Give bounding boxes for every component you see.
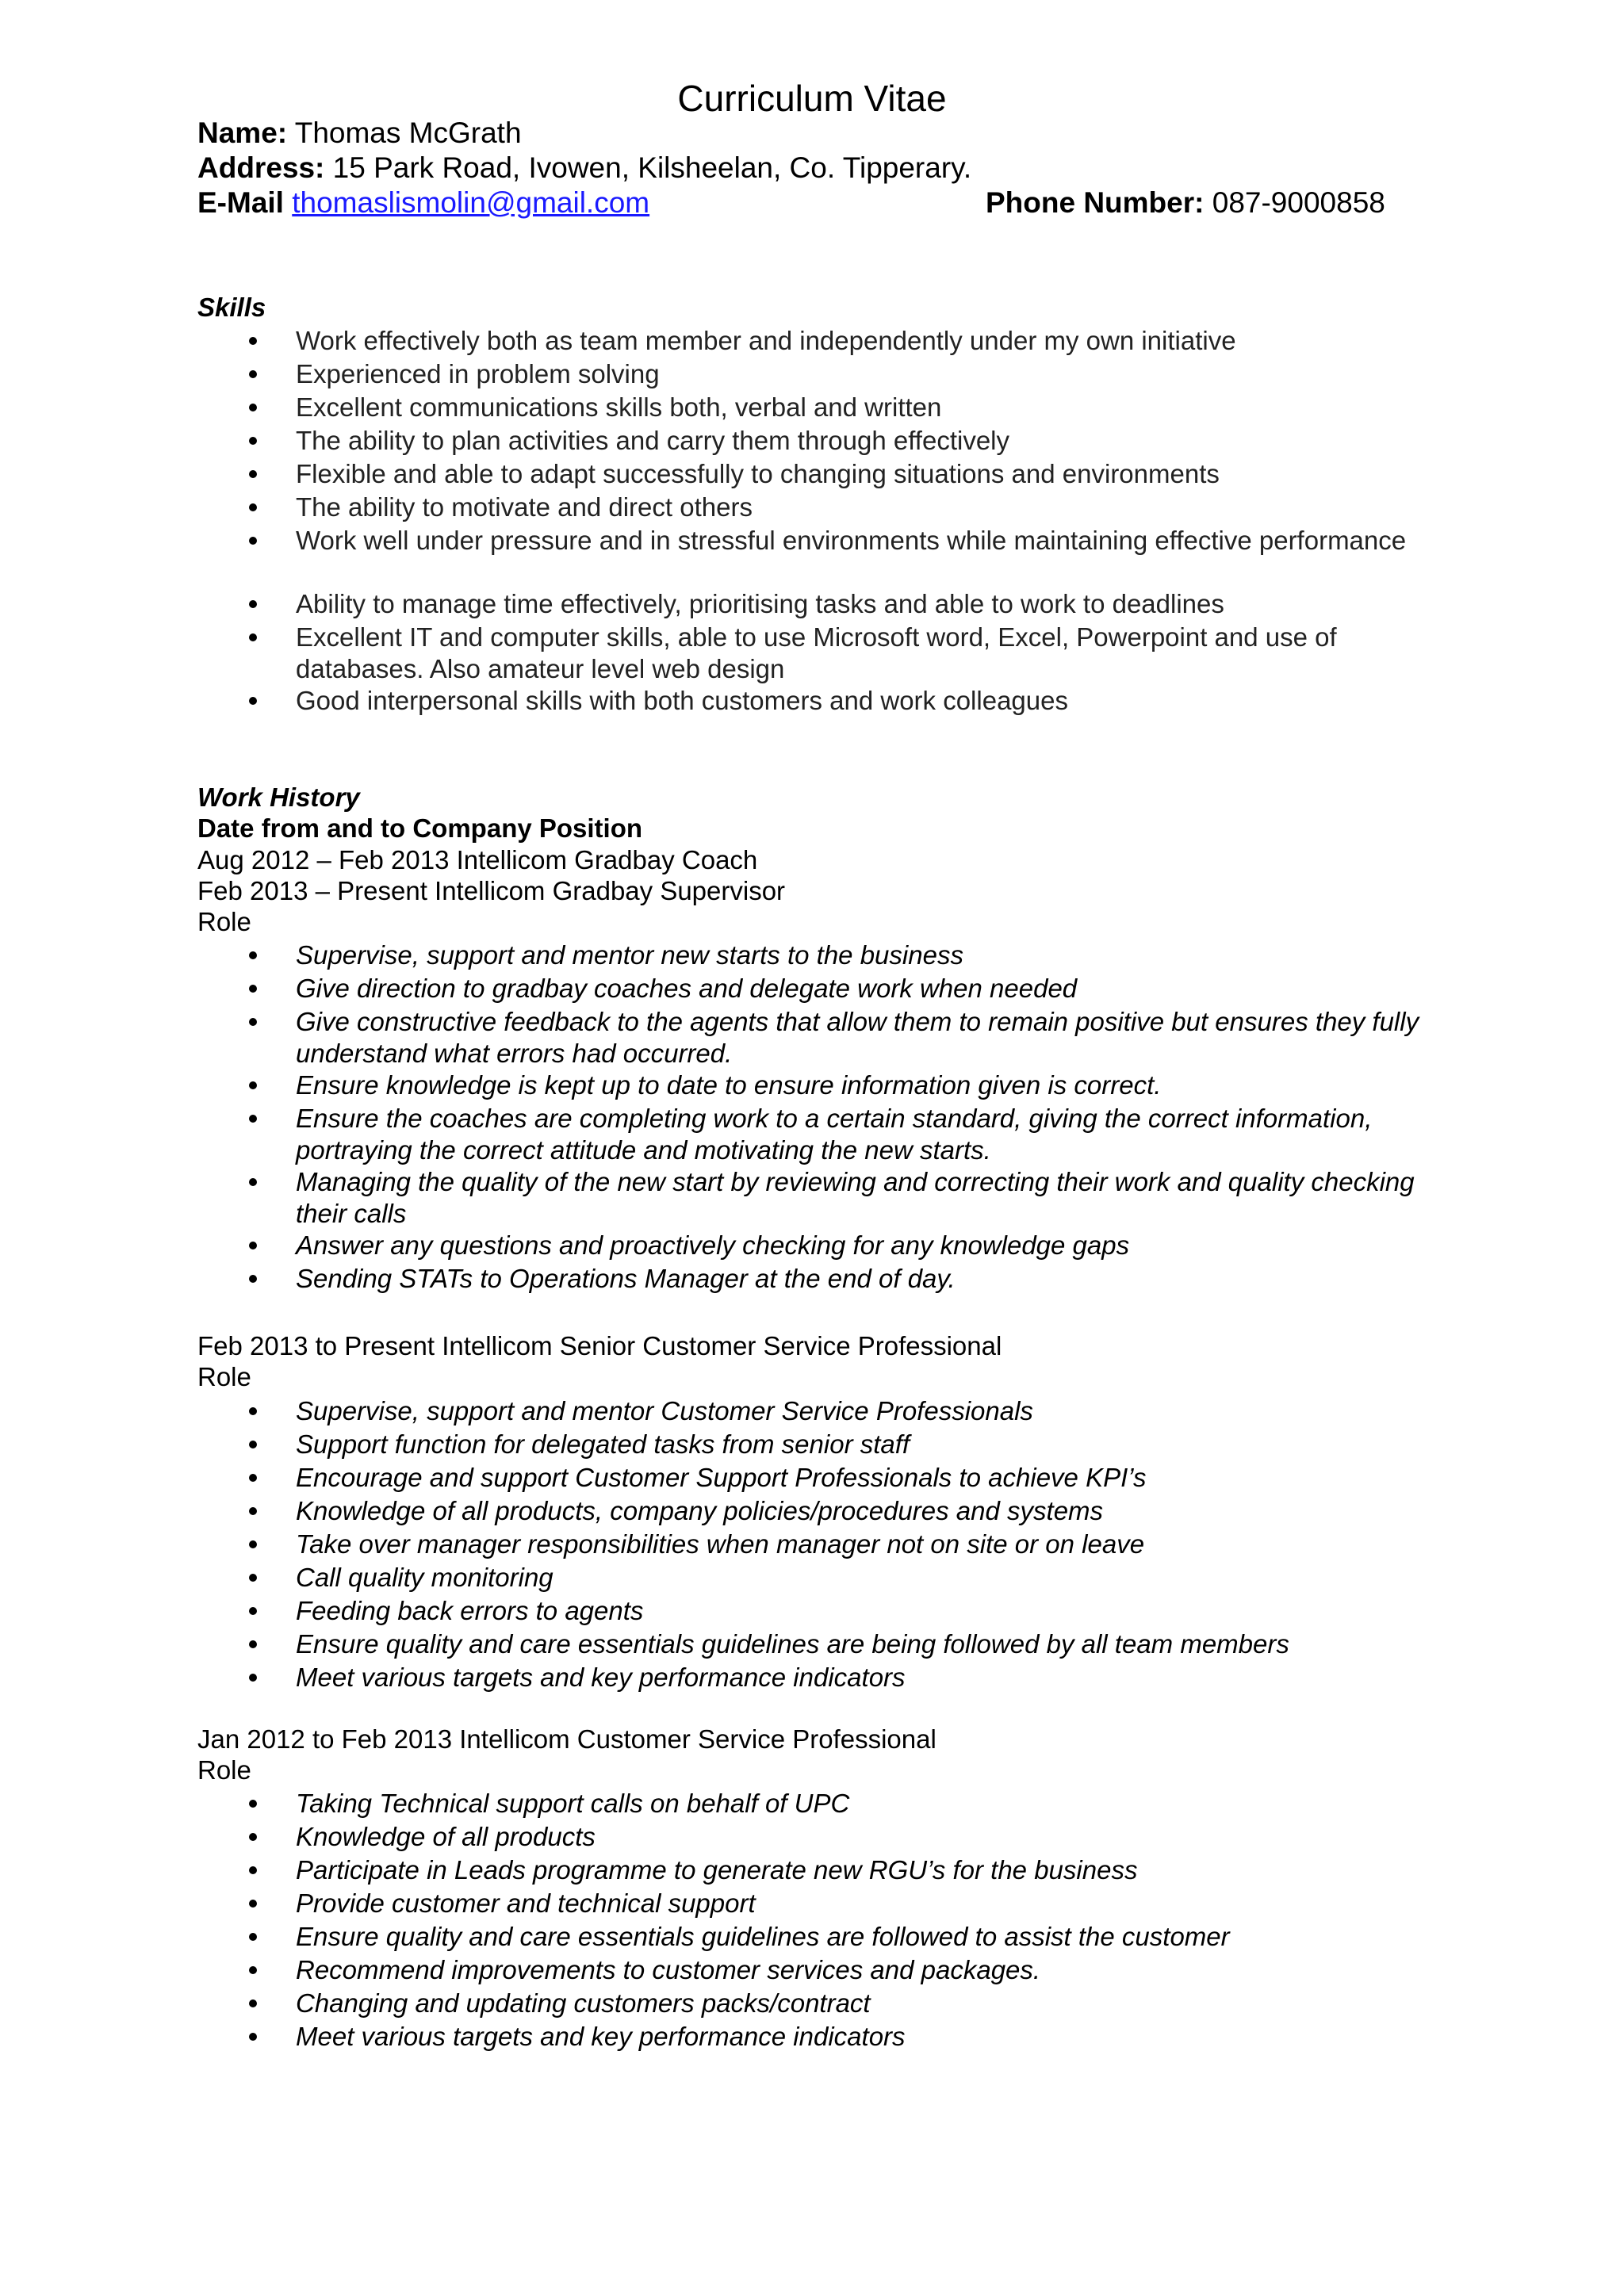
job1-role-label: Role	[197, 907, 251, 936]
name-line	[197, 116, 522, 151]
list-item: Flexible and able to adapt successfully to changing situations and environments	[0, 458, 1624, 492]
list-item: Supervise, support and mentor new starts to the business	[0, 939, 1624, 973]
list-item: Give constructive feedback to the agents that allow them to remain positive but ensures they fully understand what errors had occurred.	[0, 1006, 1624, 1070]
contact-line	[197, 186, 1466, 220]
job3-role-label: Role	[197, 1755, 251, 1785]
list-item: Answer any questions and proactively checking for any knowledge gaps	[0, 1230, 1624, 1263]
work-columns-heading: Date from and to Company Position	[197, 813, 643, 843]
bullet-icon	[249, 1866, 257, 1874]
bullet-icon	[249, 1115, 257, 1123]
bullet-icon	[249, 1540, 257, 1548]
bullet-icon	[249, 1574, 257, 1582]
list-item: Changing and updating customers packs/contract	[0, 1988, 1624, 2021]
job1-role-list	[0, 939, 1624, 1296]
bullet-icon	[249, 985, 257, 993]
list-item: Work effectively both as team member and independently under my own initiative	[0, 325, 1624, 358]
bullet-icon	[249, 1966, 257, 1974]
list-item: Excellent IT and computer skills, able to use Microsoft word, Excel, Powerpoint and use of databases. Also amateur level web design	[0, 622, 1624, 685]
phone-line	[986, 186, 1385, 220]
email-link[interactable]: thomaslismolin@gmail.com	[292, 186, 650, 219]
job2-role-list	[0, 1395, 1624, 1695]
list-item: Knowledge of all products, company policies/procedures and systems	[0, 1495, 1624, 1529]
bullet-icon	[249, 1275, 257, 1283]
list-item: Recommend improvements to customer services and packages.	[0, 1954, 1624, 1988]
bullet-icon	[249, 1441, 257, 1448]
bullet-icon	[249, 537, 257, 545]
list-item: Sending STATs to Operations Manager at the end of day.	[0, 1263, 1624, 1296]
name-value: Thomas McGrath	[294, 117, 522, 149]
bullet-icon	[249, 697, 257, 705]
list-item: The ability to motivate and direct others	[0, 492, 1624, 525]
list-item: Participate in Leads programme to generate new RGU’s for the business	[0, 1854, 1624, 1888]
list-item: Excellent communications skills both, verbal and written	[0, 392, 1624, 425]
job2-role-label: Role	[197, 1362, 251, 1391]
bullet-icon	[249, 1800, 257, 1808]
bullet-icon	[249, 600, 257, 608]
work-history-heading: Work History	[197, 783, 360, 812]
bullet-icon	[249, 1674, 257, 1682]
list-item: The ability to plan activities and carry them through effectively	[0, 425, 1624, 458]
list-item: Feeding back errors to agents	[0, 1595, 1624, 1628]
bullet-icon	[249, 1407, 257, 1415]
bullet-icon	[249, 470, 257, 478]
list-item: Knowledge of all products	[0, 1821, 1624, 1854]
list-item: Take over manager responsibilities when manager not on site or on leave	[0, 1529, 1624, 1562]
list-item: Ensure quality and care essentials guidelines are being followed by all team members	[0, 1628, 1624, 1662]
document-title: Curriculum Vitae	[677, 78, 947, 119]
phone-value: 087-9000858	[1212, 186, 1385, 219]
bullet-icon	[249, 1507, 257, 1515]
bullet-icon	[249, 1178, 257, 1186]
bullet-icon	[249, 1242, 257, 1249]
list-item: Managing the quality of the new start by reviewing and correcting their work and quality checking their calls	[0, 1166, 1624, 1230]
bullet-icon	[249, 1474, 257, 1482]
skills-list	[0, 325, 1624, 718]
bullet-icon	[249, 1833, 257, 1841]
list-item: Supervise, support and mentor Customer Service Professionals	[0, 1395, 1624, 1429]
list-item: Experienced in problem solving	[0, 358, 1624, 392]
bullet-icon	[249, 633, 257, 641]
address-label: Address:	[197, 151, 325, 184]
bullet-icon	[249, 404, 257, 411]
list-item: Call quality monitoring	[0, 1562, 1624, 1595]
list-item: Taking Technical support calls on behalf of UPC	[0, 1788, 1624, 1821]
job3-line1: Jan 2012 to Feb 2013 Intellicom Customer Service Professional	[197, 1724, 936, 1754]
list-item: Support function for delegated tasks from senior staff	[0, 1429, 1624, 1462]
name-label: Name:	[197, 117, 288, 149]
list-item: Work well under pressure and in stressful environments while maintaining effective performance	[0, 525, 1624, 588]
phone-label: Phone Number:	[986, 186, 1205, 219]
bullet-icon	[249, 1018, 257, 1026]
bullet-icon	[249, 337, 257, 345]
list-item: Good interpersonal skills with both customers and work colleagues	[0, 685, 1624, 718]
list-item: Ensure knowledge is kept up to date to ensure information given is correct.	[0, 1070, 1624, 1103]
address-line	[197, 151, 971, 186]
job3-role-list	[0, 1788, 1624, 2054]
list-item: Ensure quality and care essentials guidelines are followed to assist the customer	[0, 1921, 1624, 1954]
list-item: Give direction to gradbay coaches and delegate work when needed	[0, 973, 1624, 1006]
bullet-icon	[249, 1607, 257, 1615]
email-label: E-Mail	[197, 186, 284, 219]
skills-heading: Skills	[197, 293, 266, 322]
bullet-icon	[249, 1640, 257, 1648]
bullet-icon	[249, 1933, 257, 1941]
job2-line1: Feb 2013 to Present Intellicom Senior Customer Service Professional	[197, 1331, 1002, 1360]
bullet-icon	[249, 951, 257, 959]
bullet-icon	[249, 370, 257, 378]
list-item: Encourage and support Customer Support Professionals to achieve KPI’s	[0, 1462, 1624, 1495]
list-item: Ability to manage time effectively, prioritising tasks and able to work to deadlines	[0, 588, 1624, 622]
list-item: Ensure the coaches are completing work to a certain standard, giving the correct information, portraying the correct attitude and motivating the new starts.	[0, 1103, 1624, 1166]
job1-line2: Feb 2013 – Present Intellicom Gradbay Supervisor	[197, 876, 786, 905]
bullet-icon	[249, 503, 257, 511]
job1-line1: Aug 2012 – Feb 2013 Intellicom Gradbay Coach	[197, 845, 758, 874]
list-item: Provide customer and technical support	[0, 1888, 1624, 1921]
bullet-icon	[249, 1999, 257, 2007]
address-value: 15 Park Road, Ivowen, Kilsheelan, Co. Tipperary.	[332, 151, 972, 184]
bullet-icon	[249, 1900, 257, 1908]
list-item: Meet various targets and key performance indicators	[0, 2021, 1624, 2054]
bullet-icon	[249, 1081, 257, 1089]
list-item: Meet various targets and key performance indicators	[0, 1662, 1624, 1695]
bullet-icon	[249, 2033, 257, 2041]
bullet-icon	[249, 437, 257, 445]
